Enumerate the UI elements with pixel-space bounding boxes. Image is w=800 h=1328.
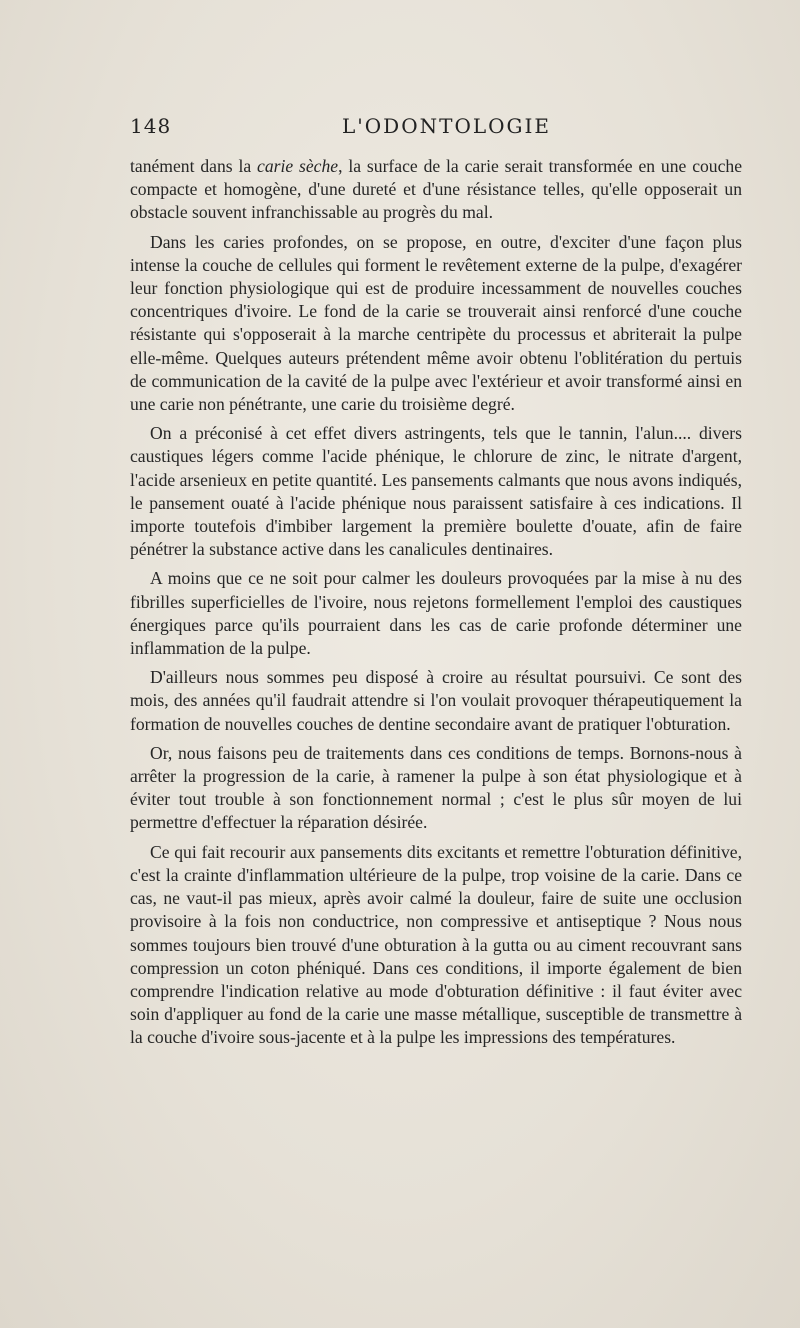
- paragraph-3: On a préconisé à cet effet divers astringents, tels que le tannin, l'alun.... divers caustiques légers comme l'acide phénique, le chlorure de zinc, le nitrate d'argent, l'acide arsenieux en petite quantité. Les pansements calmants que nous avons indiqués, le pansement ouaté à l'acide phénique nous paraissent satisfaire à ces indications. Il importe toutefois d'imbiber largement la première boulette d'ouate, afin de faire pénétrer la substance active dans les canalicules dentinaires.: [130, 423, 742, 560]
- paragraph-7: Ce qui fait recourir aux pansements dits excitants et remettre l'obturation définitive, c'est la crainte d'inflammation ultérieure de la pulpe, trop voisine de la carie. Dans ce cas, ne vaut-il pas mieux, après avoir calmé la douleur, faire de suite une occlusion provisoire à la fois non conductrice, non compressive et antiseptique ? Nous nous sommes toujours bien trouvé d'une obturation à la gutta ou au ciment recouvrant sans compression un coton phéniqué. Dans ces conditions, il importe également de bien comprendre l'indication relative au mode d'obturation définitive : il faut éviter avec soin d'appliquer au fond de la carie une masse métallique, susceptible de transmettre à la couche d'ivoire sous-jacente et à la pulpe les impressions des températures.: [130, 841, 742, 1048]
- running-head: [130, 114, 670, 142]
- paragraph-5: D'ailleurs nous sommes peu disposé à croire au résultat poursuivi. Ce sont des mois, des années qu'il faudrait attendre si l'on voulait provoquer thérapeutiquement la formation de nouvelles couches de dentine secondaire avant de pratiquer l'obturation.: [130, 667, 742, 734]
- paragraph-1-start: tanément dans la: [130, 156, 258, 176]
- paragraph-1-end: , la surface de la carie serait transformée en une couche compacte et homogène, d'une dureté et d'une résistance telles, qu'elle opposerait un obstacle souvent infranchissable au progrès du mal.: [130, 156, 743, 223]
- paragraph-4: A moins que ce ne soit pour calmer les douleurs provoquées par la mise à nu des fibrilles superficielles de l'ivoire, nous rejetons formellement l'emploi des caustiques énergiques parce qu'ils pourraient dans les cas de carie profonde déterminer une inflammation de la pulpe.: [130, 568, 742, 659]
- body-text: [130, 155, 742, 1056]
- page-title: L'ODONTOLOGIE: [342, 114, 551, 138]
- paragraph-6: Or, nous faisons peu de traitements dans ces conditions de temps. Bornons-nous à arrêter la progression de la carie, à ramener la pulpe à son état physiologique et à éviter tout trouble à son fonctionnement normal ; c'est le plus sûr moyen de lui permettre d'effectuer la réparation désirée.: [130, 742, 742, 833]
- page-number: 148: [130, 114, 172, 138]
- paragraph-2: Dans les caries profondes, on se propose, en outre, d'exciter d'une façon plus intense la couche de cellules qui forment le revêtement externe de la pulpe, d'exagérer leur fonction physiologique qui est de produire incessamment de nouvelles couches concentriques d'ivoire. Le fond de la carie se trouverait ainsi renforcé d'une couche résistante qui s'opposerait à la marche centripète du processus et abriterait la pulpe elle-même. Quelques auteurs prétendent même avoir obtenu l'oblitération du pertuis de communication de la cavité de la pulpe avec l'extérieur et avoir transformé ainsi en une carie non pénétrante, une carie du troisième degré.: [130, 231, 742, 415]
- italic-term: carie sèche: [257, 156, 339, 176]
- paragraph-1: [130, 155, 742, 225]
